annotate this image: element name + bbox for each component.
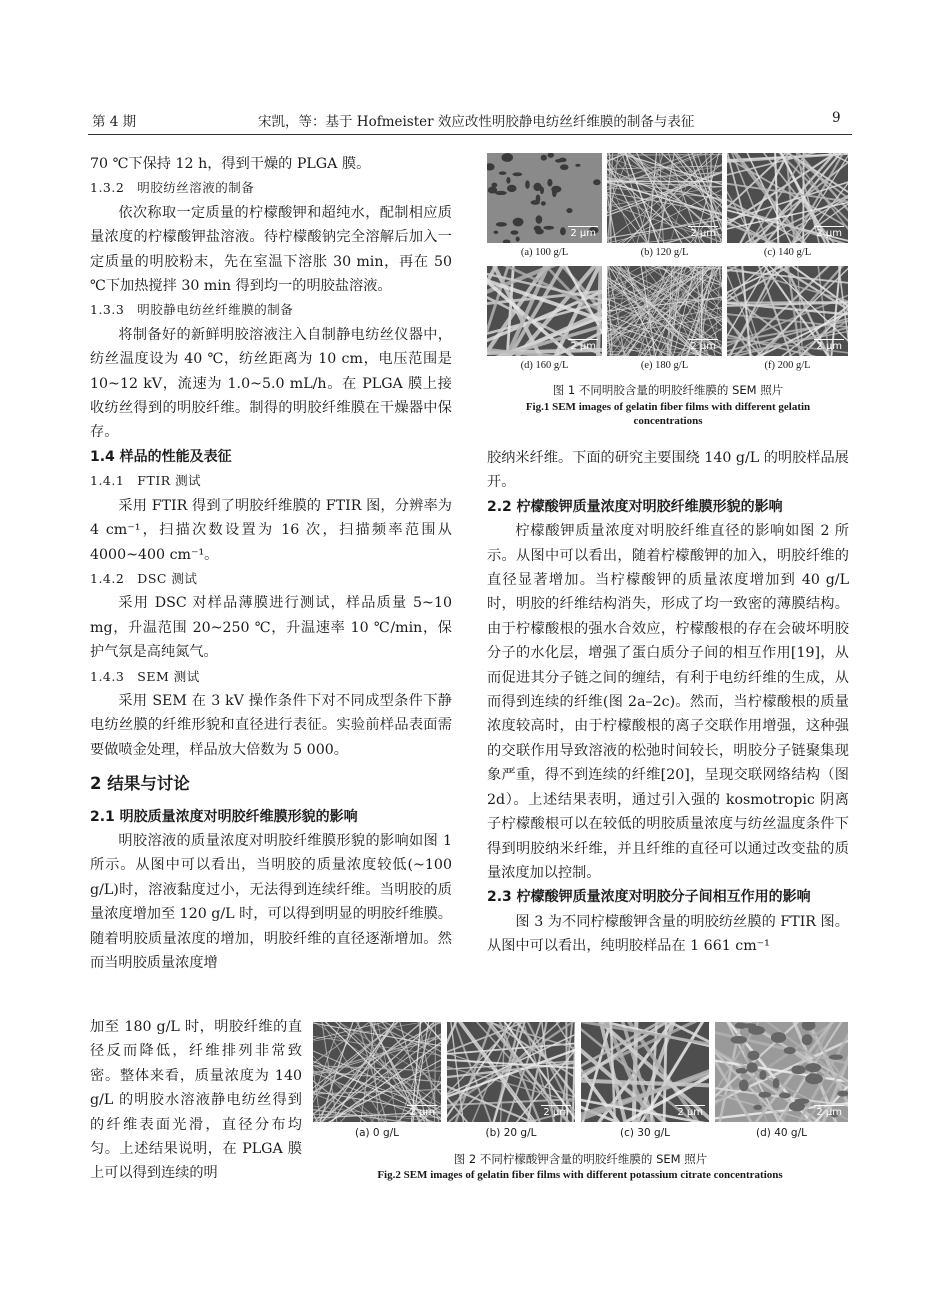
section-2-2: 2.2 柠檬酸钾质量浓度对明胶纤维膜形貌的影响 [487,498,783,515]
scale-bar: 2 μm [816,341,842,352]
scale-bar: 2 μm [677,1107,703,1118]
scale-bar: 2 μm [543,1107,569,1118]
paragraph: 图 3 为不同柠檬酸钾含量的明胶纺丝膜的 FTIR 图。从图中可以看出，纯明胶样品在 1 661 cm⁻¹ [487,913,849,955]
scale-bar: 2 μm [570,228,596,239]
sem-image-1e [607,266,722,356]
figure-2-caption-cn: 图 2 不同柠檬酸钾含量的明胶纤维膜的 SEM 照片 [453,1152,708,1166]
running-title: 宋凯，等：基于 Hofmeister 效应改性明胶静电纺丝纤维膜的制备与表征 [258,114,695,130]
panel-label: (a) 0 g/L [354,1127,400,1139]
subsection-1-4-2: 1.4.2 DSC 测试 [90,570,198,586]
subsection-1-4-1: 1.4.1 FTIR 测试 [90,473,202,489]
issue-number: 第 4 期 [92,114,137,130]
figure-1-caption-en [487,400,849,428]
page-number: 9 [832,110,841,126]
subsection-1-3-2: 1.3.2 明胶纺丝溶液的制备 [90,180,255,196]
scale-bar: 2 μm [409,1107,435,1118]
panel-label: (d) 40 g/L [756,1127,807,1139]
panel-label: (b) 20 g/L [485,1127,537,1139]
paragraph: 依次称取一定质量的柠檬酸钾和超纯水，配制相应质量浓度的柠檬酸钾盐溶液。待柠檬酸钠完全溶解后加入一定质量的明胶粉末，先在室温下溶胀 30 min，再在 50 ℃下加热搅拌 30 min 得到均一的明胶盐溶液。 [90,204,452,295]
figure-1-caption-cn: 图 1 不同明胶含量的明胶纤维膜的 SEM 照片 [552,383,784,397]
sem-image-1c [727,153,848,243]
panel-label: (f) 200 g/L [764,360,811,371]
subsection-1-4-3: 1.4.3 SEM 测试 [90,668,200,684]
scale-bar: 2 μm [816,228,842,239]
section-2-heading: 2 结果与讨论 [90,774,190,794]
panel-label: (a) 100 g/L [520,247,569,258]
scale-bar: 2 μm [690,341,716,352]
right-column [487,446,849,959]
paragraph: 采用 FTIR 得到了明胶纤维膜的 FTIR 图，分辨率为 4 cm⁻¹，扫描次数设置为 16 次，扫描频率范围从 4000~400 cm⁻¹。 [90,497,452,563]
scale-bar: 2 μm [570,341,596,352]
paragraph: 采用 DSC 对样品薄膜进行测试，样品质量 5~10 mg，升温范围 20~250 ℃，升温速率 10 ℃/min，保护气氛是高纯氮气。 [90,595,452,661]
paragraph: 采用 SEM 在 3 kV 操作条件下对不同成型条件下静电纺丝膜的纤维形貌和直径进行表征。实验前样品表面需要做喷金处理，样品放大倍数为 5 000。 [90,692,452,758]
section-1-4: 1.4 样品的性能及表征 [90,448,232,465]
sem-image-1a [487,153,602,243]
sem-image-1d [487,266,602,356]
header-rule [88,134,852,135]
scale-bar: 2 μm [816,1107,842,1118]
figure-2-caption-en: Fig.2 SEM images of gelatin fiber films with different potassium citrate concentrations [377,1169,783,1181]
text-line: 70 ℃下保持 12 h，得到干燥的 PLGA 膜。 [90,156,371,172]
sem-image-2a [313,1022,441,1122]
sem-image-1f [727,266,848,356]
panel-label: (d) 160 g/L [520,360,569,371]
section-2-3: 2.3 柠檬酸钾质量浓度对明胶分子间相互作用的影响 [487,889,811,906]
panel-label: (c) 140 g/L [763,247,812,258]
left-column [90,152,452,975]
panel-label: (b) 120 g/L [640,247,689,258]
subsection-1-3-3: 1.3.3 明胶静电纺丝纤维膜的制备 [90,302,294,318]
sem-image-2b [447,1022,575,1122]
paragraph: 柠檬酸钾质量浓度对明胶纤维直径的影响如图 2 所示。从图中可以看出，随着柠檬酸钾的加入，明胶纤维的直径显著增加。当柠檬酸钾的质量浓度增加到 40 g/L 时，明胶的纤维结构消失，形成了均一致密的薄膜结构。由于柠檬酸根的强水合效应，柠檬酸根的存在会破坏明胶分子的水化层，增强了蛋白质分子间的相互作用[19]，从而促进其分子链之间的缠结，有利于电纺纤维的生成，从而得到连续的纤维(图 2a–2c)。然而，当柠檬酸根的质量浓度较高时，由于柠檬酸根的离子交联作用增强，这种强的交联作用导致溶液的松弛时间较长，明胶分子链聚集现象严重，得不到连续的纤维[20]，呈现交联网络结构（图 2d）。上述结果表明，通过引入强的 kosmotropic 阴离子柠檬酸根可以在较低的明胶质量浓度与纺丝温度条件下得到明胶纳米纤维，并且纤维的直径可以通过改变盐的质量浓度加以控制。 [487,523,849,881]
paragraph: 明胶溶液的质量浓度对明胶纤维膜形貌的影响如图 1 所示。从图中可以看出，当明胶的质量浓度较低(~100 g/L)时，溶液黏度过小，无法得到连续纤维。当明胶的质量浓度增加至 120 g/L 时，可以得到明显的明胶纤维膜。随着明胶质量浓度的增加，明胶纤维的直径逐渐增加。然而当明胶质量浓度增 [90,832,452,971]
panel-label: (e) 180 g/L [640,360,689,371]
sem-image-1b [607,153,722,243]
section-2-1: 2.1 明胶质量浓度对明胶纤维膜形貌的影响 [90,808,358,825]
paragraph: 将制备好的新鲜明胶溶液注入自制静电纺丝仪器中，纺丝温度设为 40 ℃，纺丝距离为 10 cm，电压范围是 10~12 kV，流速为 1.0~5.0 mL/h。在 PLGA 膜上接收纺丝得到的明胶纤维。制得的明胶纤维膜在干燥器中保存。 [90,326,452,441]
paragraph: 加至 180 g/L 时，明胶纤维的直径反而降低，纤维排列非常致密。整体来看，质量浓度为 140 g/L 的明胶水溶液静电纺丝得到的纤维表面光滑，直径分布均匀。上述结果说明，在 PLGA 膜上可以得到连续的明 [90,1019,302,1182]
scale-bar: 2 μm [690,228,716,239]
left-column-wrap [90,1015,302,1186]
caption-line: concentrations [633,415,703,427]
panel-label: (c) 30 g/L [619,1127,671,1139]
paragraph: 胶纳米纤维。下面的研究主要围绕 140 g/L 的明胶样品展开。 [487,450,849,491]
sem-image-2d [715,1022,848,1122]
sem-image-2c [581,1022,709,1122]
caption-line: Fig.1 SEM images of gelatin fiber films with different gelatin [525,401,811,413]
